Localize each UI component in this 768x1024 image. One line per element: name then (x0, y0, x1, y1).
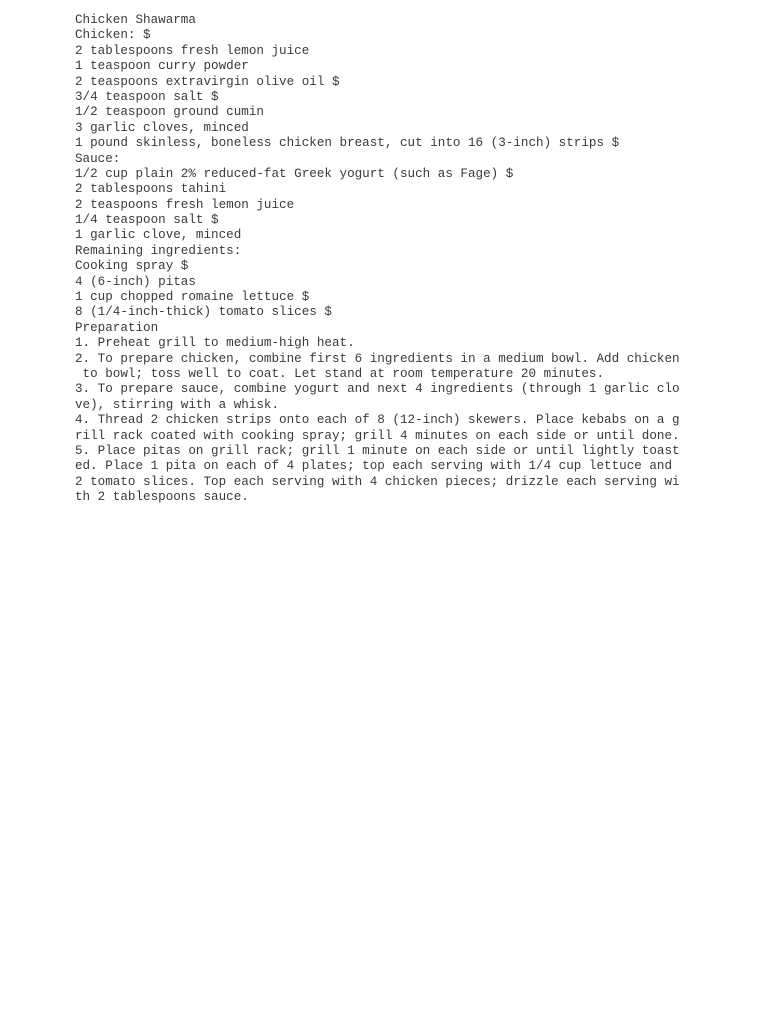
document-text (75, 13, 680, 506)
section-heading-sauce: Sauce: (75, 151, 121, 166)
ingredient-line: 1/4 teaspoon salt $ (75, 213, 219, 228)
ingredient-line: 2 teaspoons fresh lemon juice (75, 197, 295, 212)
ingredient-line: 3/4 teaspoon salt $ (75, 89, 219, 104)
instruction-line: 2 tomato slices. Top each serving with 4 chicken pieces; drizzle each serving wi (75, 474, 680, 489)
ingredient-line: 4 (6-inch) pitas (75, 274, 196, 289)
ingredient-line: 8 (1/4-inch-thick) tomato slices $ (75, 305, 332, 320)
instruction-line: ve), stirring with a whisk. (75, 397, 280, 412)
instruction-line: 4. Thread 2 chicken strips onto each of 8 (12-inch) skewers. Place kebabs on a g (75, 413, 680, 428)
ingredient-line: 3 garlic cloves, minced (75, 120, 249, 135)
ingredient-line: 1/2 teaspoon ground cumin (75, 105, 264, 120)
ingredient-line: 1 cup chopped romaine lettuce $ (75, 290, 310, 305)
ingredient-line: 2 teaspoons extravirgin olive oil $ (75, 74, 340, 89)
instruction-line: 3. To prepare sauce, combine yogurt and next 4 ingredients (through 1 garlic clo (75, 382, 680, 397)
instruction-line: 2. To prepare chicken, combine first 6 ingredients in a medium bowl. Add chicken (75, 351, 680, 366)
ingredient-line: Cooking spray $ (75, 259, 189, 274)
section-heading-remaining: Remaining ingredients: (75, 243, 242, 258)
instruction-line: th 2 tablespoons sauce. (75, 490, 249, 505)
ingredient-line: 1/2 cup plain 2% reduced-fat Greek yogurt (such as Fage) $ (75, 166, 514, 181)
ingredient-line: 2 tablespoons fresh lemon juice (75, 43, 310, 58)
instruction-line: 1. Preheat grill to medium-high heat. (75, 336, 355, 351)
ingredient-line: 2 tablespoons tahini (75, 182, 227, 197)
section-heading-preparation: Preparation (75, 320, 159, 335)
recipe-title: Chicken Shawarma (75, 13, 196, 27)
instruction-line: 5. Place pitas on grill rack; grill 1 minute on each side or until lightly toast (75, 443, 680, 458)
section-heading-chicken: Chicken: $ (75, 28, 151, 43)
instruction-line: to bowl; toss well to coat. Let stand at room temperature 20 minutes. (75, 366, 605, 381)
instruction-line: ed. Place 1 pita on each of 4 plates; top each serving with 1/4 cup lettuce and (75, 459, 673, 474)
instruction-line: rill rack coated with cooking spray; grill 4 minutes on each side or until done. (75, 428, 680, 443)
ingredient-line: 1 teaspoon curry powder (75, 59, 249, 74)
ingredient-line: 1 pound skinless, boneless chicken breast, cut into 16 (3-inch) strips $ (75, 136, 620, 151)
ingredient-line: 1 garlic clove, minced (75, 228, 242, 243)
